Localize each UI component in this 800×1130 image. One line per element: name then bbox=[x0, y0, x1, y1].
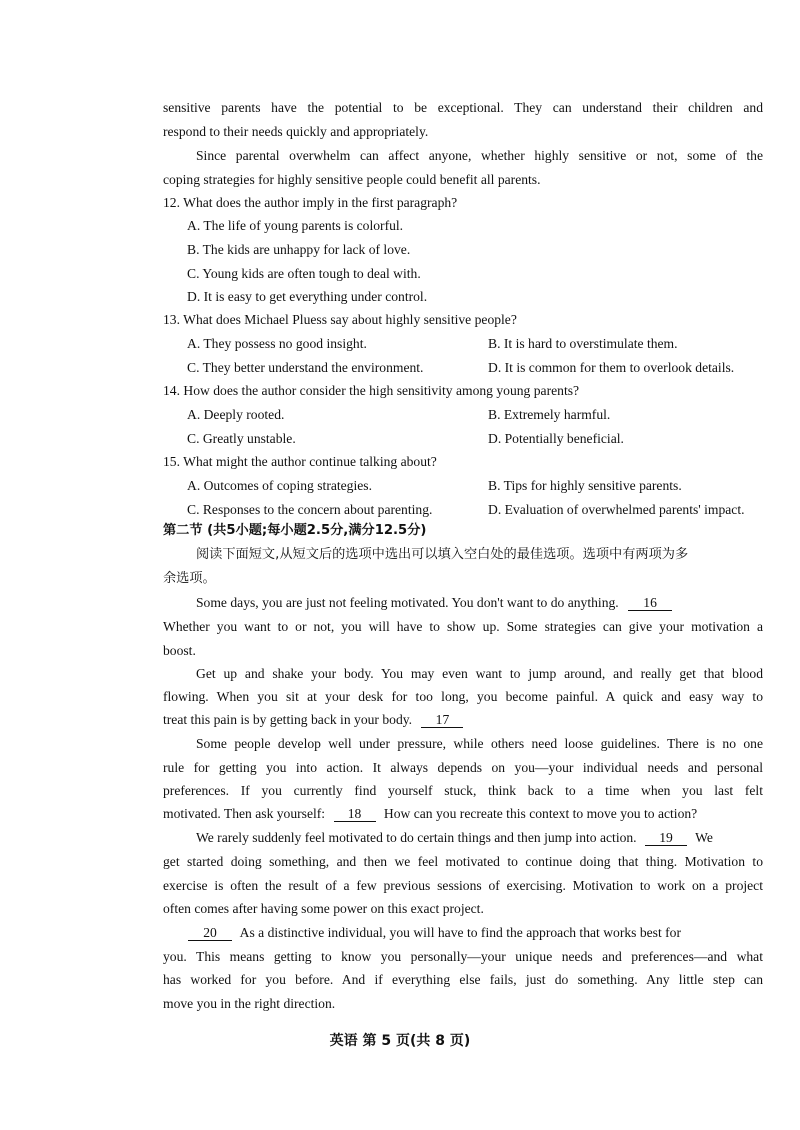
passage-line: flowing. When you sit at your desk for too long, you become painful. A quick and easy way to bbox=[163, 689, 763, 704]
passage-line: often comes after having some power on this exact project. bbox=[163, 901, 484, 916]
passage-line bbox=[163, 712, 763, 728]
blank-17[interactable]: 17 bbox=[421, 712, 463, 728]
answer-option[interactable]: D. Potentially beneficial. bbox=[488, 431, 624, 446]
passage-line: you. This means getting to know you personally—your unique needs and preferences—and what bbox=[163, 949, 763, 964]
passage-line: respond to their needs quickly and appropriately. bbox=[163, 124, 429, 139]
passage-text: treat this pain is by getting back in your body. bbox=[163, 712, 413, 727]
page-footer: 英语 第 5 页(共 8 页) bbox=[329, 1033, 471, 1049]
answer-option[interactable]: B. Tips for highly sensitive parents. bbox=[488, 478, 682, 493]
passage-line bbox=[196, 830, 763, 846]
answer-option[interactable]: C. Responses to the concern about parenting. bbox=[187, 502, 433, 517]
passage-line bbox=[196, 595, 763, 611]
passage-line: exercise is often the result of a few previous sessions of exercising. Motivation to work on a project bbox=[163, 878, 763, 893]
passage-text: As a distinctive individual, you will have to find the approach that works best for bbox=[239, 925, 681, 940]
blank-16[interactable]: 16 bbox=[628, 595, 672, 611]
passage-line: move you in the right direction. bbox=[163, 996, 336, 1011]
answer-option[interactable]: B. Extremely harmful. bbox=[488, 407, 611, 422]
answer-option[interactable]: D. It is easy to get everything under control. bbox=[187, 289, 428, 304]
answer-option[interactable]: A. Deeply rooted. bbox=[187, 407, 285, 422]
passage-text: We rarely suddenly feel motivated to do certain things and then jump into action. bbox=[196, 830, 637, 845]
passage-text: We bbox=[695, 830, 713, 845]
question-stem: 13. What does Michael Pluess say about highly sensitive people? bbox=[163, 312, 517, 327]
passage-line: Some people develop well under pressure, while others need loose guidelines. There is no one bbox=[196, 736, 763, 751]
answer-option[interactable]: A. They possess no good insight. bbox=[187, 336, 367, 351]
answer-option[interactable]: B. The kids are unhappy for lack of love. bbox=[187, 242, 411, 257]
section-header: 第二节 (共5小题;每小题2.5分,满分12.5分) bbox=[163, 523, 427, 538]
passage-line: sensitive parents have the potential to be exceptional. They can understand their children and bbox=[163, 100, 763, 115]
section-instructions: 阅读下面短文,从短文后的选项中选出可以填入空白处的最佳选项。选项中有两项为多 bbox=[196, 547, 689, 562]
passage-line: preferences. If you currently find yourself stuck, think back to a time when you last felt bbox=[163, 783, 763, 798]
answer-option[interactable]: B. It is hard to overstimulate them. bbox=[488, 336, 678, 351]
passage-line: Whether you want to or not, you will have to show up. Some strategies can give your motivation a bbox=[163, 619, 763, 634]
answer-option[interactable]: C. Greatly unstable. bbox=[187, 431, 296, 446]
passage-line bbox=[163, 806, 763, 822]
passage-line: Get up and shake your body. You may even want to jump around, and really get that blood bbox=[196, 666, 763, 681]
answer-option[interactable]: A. Outcomes of coping strategies. bbox=[187, 478, 372, 493]
question-stem: 14. How does the author consider the high sensitivity among young parents? bbox=[163, 383, 580, 398]
blank-20[interactable]: 20 bbox=[188, 925, 232, 941]
passage-line: boost. bbox=[163, 643, 196, 658]
passage-line: rule for getting you into action. It always depends on you—your individual needs and personal bbox=[163, 760, 763, 775]
answer-option[interactable]: D. It is common for them to overlook details. bbox=[488, 360, 735, 375]
answer-option[interactable]: A. The life of young parents is colorful. bbox=[187, 218, 404, 233]
blank-18[interactable]: 18 bbox=[334, 806, 376, 822]
answer-option[interactable]: C. Young kids are often tough to deal with. bbox=[187, 266, 421, 281]
question-stem: 12. What does the author imply in the first paragraph? bbox=[163, 195, 458, 210]
blank-19[interactable]: 19 bbox=[645, 830, 687, 846]
passage-line bbox=[188, 925, 763, 941]
answer-option[interactable]: D. Evaluation of overwhelmed parents' impact. bbox=[488, 502, 745, 517]
passage-text: motivated. Then ask yourself: bbox=[163, 806, 326, 821]
passage-line: get started doing something, and then we feel motivated to continue doing that thing. Motivation to bbox=[163, 854, 763, 869]
section-instructions: 余选项。 bbox=[163, 571, 216, 586]
answer-option[interactable]: C. They better understand the environment. bbox=[187, 360, 424, 375]
passage-line: coping strategies for highly sensitive people could benefit all parents. bbox=[163, 172, 541, 187]
passage-line: Since parental overwhelm can affect anyone, whether highly sensitive or not, some of the bbox=[196, 148, 763, 163]
passage-text: How can you recreate this context to move you to action? bbox=[383, 806, 698, 821]
question-stem: 15. What might the author continue talking about? bbox=[163, 454, 437, 469]
passage-text: Some days, you are just not feeling motivated. You don't want to do anything. bbox=[196, 595, 619, 610]
passage-line: has worked for you before. And if everything else fails, just do something. Any little step can bbox=[163, 972, 763, 987]
